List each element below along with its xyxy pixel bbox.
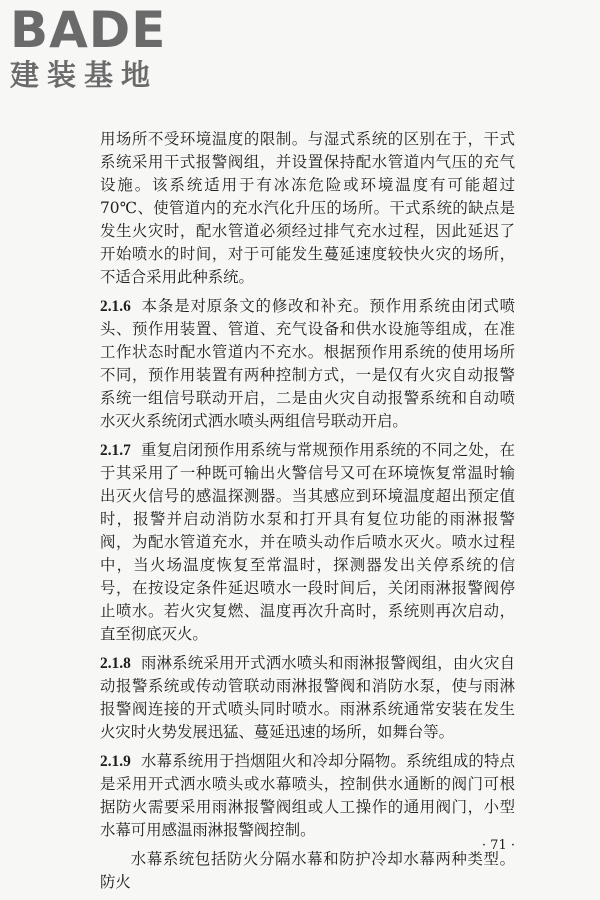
clause-number: 2.1.9 bbox=[100, 753, 131, 770]
logo-wordmark: BADE bbox=[10, 1, 167, 59]
body-text bbox=[100, 128, 515, 894]
paragraph-text: 重复启闭预作用系统与常规预作用系统的不同之处，在于其采用了一种既可输出火警信号又可在环境恢复常温时输出灭火信号的感温探测器。当其感应到环境温度超出预定值时，报警并启动消防水泵和打开具有复位功能的雨淋报警阀，为配水管道充水，并在喷头动作后喷水灭火。喷水过程中，当火场温度恢复至常温时，探测器发出关停系统的信号，在按设定条件延迟喷水一段时间后，关闭雨淋报警阀停止喷水。若火灾复燃、温度再次升高时，系统则再次启动，直至彻底灭火。 bbox=[100, 441, 515, 643]
clause-number: 2.1.8 bbox=[100, 655, 131, 672]
paragraph-text: 雨淋系统采用开式洒水喷头和雨淋报警阀组，由火灾自动报警系统或传动管联动雨淋报警阀和消防水泵，使与雨淋报警阀连接的开式喷头同时喷水。雨淋系统通常安装在发生火灾时火势发展迅猛、蔓延迅速的场所，如舞台等。 bbox=[100, 654, 515, 741]
paragraph-water-curtain-types bbox=[100, 848, 515, 894]
clause-2-1-7 bbox=[100, 439, 515, 646]
clause-number: 2.1.7 bbox=[100, 442, 131, 459]
clause-2-1-6 bbox=[100, 295, 515, 433]
paragraph-text: 用场所不受环境温度的限制。与湿式系统的区别在于，干式系统采用干式报警阀组，并设置保持配水管道内气压的充气设施。该系统适用于有冰冻危险或环境温度有可能超过70℃、使管道内的充水汽化升压的场所。干式系统的缺点是发生火灾时，配水管道必须经过排气充水过程，因此延迟了开始喷水的时间，对于可能发生蔓延速度较快火灾的场所，不适合采用此种系统。 bbox=[100, 130, 515, 286]
clause-2-1-8 bbox=[100, 652, 515, 744]
clause-2-1-9 bbox=[100, 750, 515, 842]
paragraph-text: 水幕系统包括防火分隔水幕和防护冷却水幕两种类型。防火 bbox=[100, 850, 515, 891]
page-number: · 71 · bbox=[481, 838, 515, 853]
logo-subtitle: 建装基地 bbox=[10, 58, 159, 92]
clause-number: 2.1.6 bbox=[100, 298, 131, 315]
bade-logo bbox=[10, 1, 180, 96]
paragraph-text: 本条是对原条文的修改和补充。预作用系统由闭式喷头、预作用装置、管道、充气设备和供水设施等组成，在准工作状态时配水管道内不充水。根据预作用系统的使用场所不同，预作用装置有两种控制方式，一是仅有火灾自动报警系统一组信号联动开启，二是由火灾自动报警系统和自动喷水灭火系统闭式洒水喷头两组信号联动开启。 bbox=[100, 297, 515, 430]
paragraph-continued bbox=[100, 128, 515, 289]
paragraph-text: 水幕系统用于挡烟阻火和冷却分隔物。系统组成的特点是采用开式洒水喷头或水幕喷头，控制供水通断的阀门可根据防火需要采用雨淋报警阀组或人工操作的通用阀门，小型水幕可用感温雨淋报警阀控制。 bbox=[100, 752, 515, 839]
